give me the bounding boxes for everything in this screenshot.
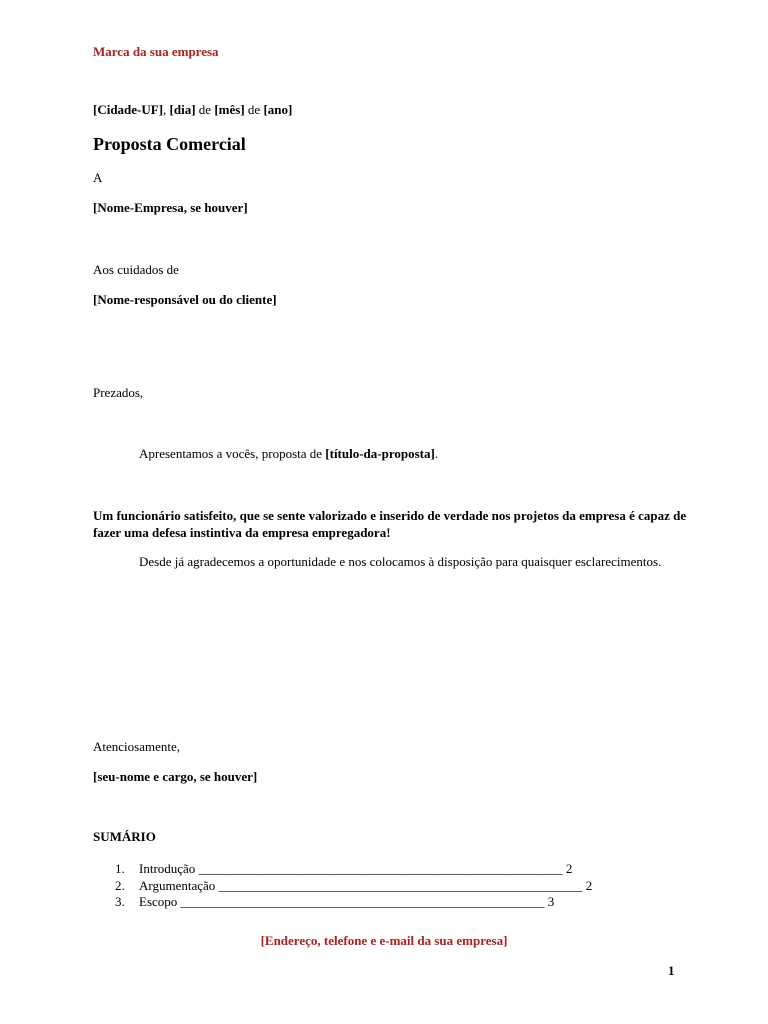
- toc-item-leader: ________________________________________________________: [180, 894, 545, 909]
- toc-item-page: 3: [547, 894, 555, 909]
- highlight-paragraph: Um funcionário satisfeito, que se sente valorizado e inserido de verdade nos projetos da empresa é capaz de fazer uma defesa instintiva da empresa empregadora!: [93, 508, 687, 540]
- toc-item-page: 2: [585, 878, 593, 893]
- intro-paragraph: [139, 447, 438, 460]
- toc-item-label: Argumentação: [139, 878, 216, 893]
- toc-item[interactable]: [0, 862, 768, 876]
- page-number: 1: [668, 963, 675, 978]
- toc-item-label: Escopo: [139, 894, 178, 909]
- date-line: [93, 103, 292, 116]
- toc-item-number: 2.: [115, 878, 125, 893]
- company-brand: Marca da sua empresa: [93, 44, 219, 59]
- recipient-prefix: A: [93, 170, 103, 185]
- day-placeholder: [dia]: [169, 102, 196, 117]
- toc-item-number: 3.: [115, 894, 125, 909]
- toc-heading: SUMÁRIO: [93, 829, 156, 844]
- month-placeholder: [mês]: [214, 102, 245, 117]
- footer-contact: [Endereço, telefone e e-mail da sua empresa]: [260, 933, 508, 948]
- toc-item[interactable]: [0, 879, 768, 893]
- toc-item-page: 2: [565, 861, 573, 876]
- intro-text: Apresentamos a vocês, proposta de: [139, 446, 326, 461]
- toc-item-entry: [139, 862, 572, 875]
- intro-period: .: [434, 446, 439, 461]
- toc-item-entry: [139, 895, 554, 908]
- toc-item-leader: ________________________________________________________: [218, 878, 583, 893]
- thanks-paragraph: Desde já agradecemos a oportunidade e nos colocamos à disposição para quaisquer esclarecimentos.: [139, 554, 662, 569]
- closing-salutation: Atenciosamente,: [93, 739, 180, 754]
- signature-placeholder: [seu-nome e cargo, se houver]: [93, 769, 258, 784]
- proposal-title-placeholder: [título-da-proposta]: [325, 446, 435, 461]
- recipient-company: [Nome-Empresa, se houver]: [93, 200, 248, 215]
- attention-label: Aos cuidados de: [93, 262, 179, 277]
- recipient-responsible: [Nome-responsável ou do cliente]: [93, 292, 277, 307]
- date-connector: de: [195, 102, 215, 117]
- toc-item-number: 1.: [115, 861, 125, 876]
- year-placeholder: [ano]: [263, 102, 293, 117]
- date-connector: de: [244, 102, 264, 117]
- toc-item-label: Introdução: [139, 861, 196, 876]
- greeting: Prezados,: [93, 385, 144, 400]
- toc-item-leader: ________________________________________________________: [198, 861, 563, 876]
- date-separator: ,: [163, 102, 170, 117]
- toc-item[interactable]: [0, 895, 768, 909]
- city-placeholder: [Cidade-UF]: [93, 102, 164, 117]
- toc-item-entry: [139, 879, 592, 892]
- document-title: Proposta Comercial: [93, 134, 246, 154]
